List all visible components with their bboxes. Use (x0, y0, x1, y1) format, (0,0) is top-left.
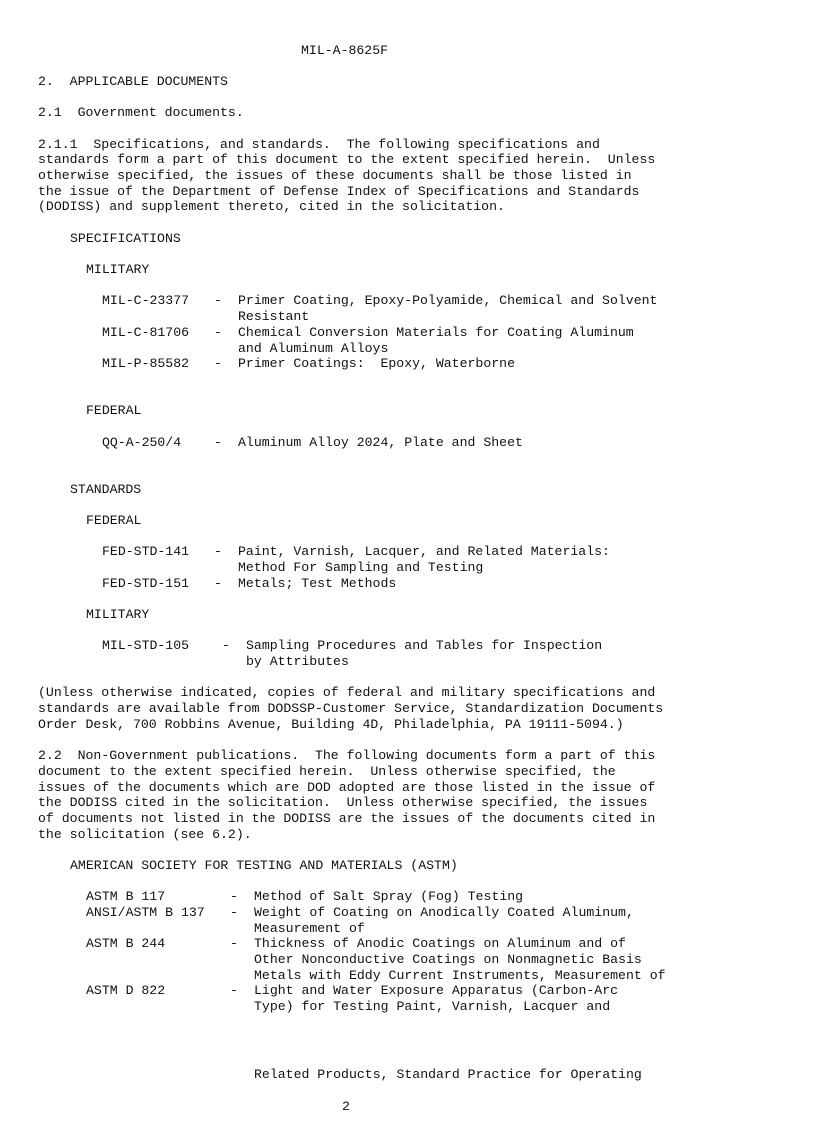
doc-number: FED-STD-151 (102, 576, 190, 591)
doc-title: Primer Coatings: Epoxy, Waterborne (238, 356, 515, 371)
astm-entry (0, 936, 816, 984)
separator-dash: - (214, 325, 222, 340)
specifications-heading: SPECIFICATIONS (70, 231, 181, 246)
paragraph-line: of documents not listed in the DODISS are the issues of the documents cited in (38, 811, 656, 826)
paragraph-line: standards form a part of this document to the extent specified herein. Unless (38, 152, 656, 167)
doc-title-cont: Resistant (238, 309, 310, 324)
separator-dash: - (230, 983, 238, 998)
paragraph-line: (DODISS) and supplement thereto, cited in the solicitation. (38, 199, 505, 214)
doc-title: Method of Salt Spray (Fog) Testing (254, 889, 524, 904)
note-line: (Unless otherwise indicated, copies of federal and military specifications and (38, 685, 656, 700)
doc-title-cont: Other Nonconductive Coatings on Nonmagnetic Basis (254, 952, 642, 967)
spec-entry (0, 356, 816, 372)
doc-title-cont: Metals with Eddy Current Instruments, Measurement of (254, 968, 666, 983)
separator-dash: - (214, 356, 222, 371)
spec-entry (0, 293, 816, 325)
doc-title-cont: Measurement of (254, 921, 365, 936)
paragraph-line: the solicitation (see 6.2). (38, 827, 252, 842)
doc-number: MIL-C-81706 (102, 325, 190, 340)
doc-title-cont: and Aluminum Alloys (238, 341, 389, 356)
doc-title: Sampling Procedures and Tables for Inspection (246, 638, 603, 653)
paragraph-line: the issue of the Department of Defense Index of Specifications and Standards (38, 184, 640, 199)
doc-number: MIL-C-23377 (102, 293, 190, 308)
doc-number: ASTM B 117 (86, 889, 166, 904)
doc-number: MIL-P-85582 (102, 356, 190, 371)
doc-title: Thickness of Anodic Coatings on Aluminum and of (254, 936, 626, 951)
paragraph-line: document to the extent specified herein. Unless otherwise specified, the (38, 764, 616, 779)
doc-number: QQ-A-250/4 (102, 435, 182, 450)
paragraph-line: 2.1.1 Specifications, and standards. The following specifications and (38, 137, 600, 152)
doc-title: Paint, Varnish, Lacquer, and Related Materials: (238, 544, 610, 559)
document-header: MIL-A-8625F (301, 43, 389, 58)
doc-title: Weight of Coating on Anodically Coated Aluminum, (254, 905, 634, 920)
spec-federal-heading: FEDERAL (86, 403, 142, 418)
paragraph-line: the DODISS cited in the solicitation. Unless otherwise specified, the issues (38, 795, 648, 810)
separator-dash: - (214, 435, 222, 450)
paragraph-line: otherwise specified, the issues of these documents shall be those listed in (38, 168, 632, 183)
doc-number: ASTM D 822 (86, 983, 166, 998)
std-entry (0, 544, 816, 576)
separator-dash: - (214, 293, 222, 308)
doc-title: Primer Coating, Epoxy-Polyamide, Chemical and Solvent (238, 293, 658, 308)
separator-dash: - (214, 576, 222, 591)
note-line: Order Desk, 700 Robbins Avenue, Building 4D, Philadelphia, PA 19111-5094.) (38, 717, 624, 732)
astm-entry (0, 983, 816, 1015)
standards-heading: STANDARDS (70, 482, 142, 497)
std-entry (0, 576, 816, 592)
astm-continuation: Related Products, Standard Practice for Operating (254, 1067, 642, 1082)
doc-number: ANSI/ASTM B 137 (86, 905, 205, 920)
doc-title: Light and Water Exposure Apparatus (Carbon-Arc (254, 983, 619, 998)
separator-dash: - (230, 889, 238, 904)
note-line: standards are available from DODSSP-Customer Service, Standardization Documents (38, 701, 664, 716)
separator-dash: - (222, 638, 230, 653)
section-heading: 2. APPLICABLE DOCUMENTS (38, 74, 228, 89)
doc-title: Chemical Conversion Materials for Coating Aluminum (238, 325, 634, 340)
separator-dash: - (214, 544, 222, 559)
std-military-heading: MILITARY (86, 607, 150, 622)
separator-dash: - (230, 936, 238, 951)
separator-dash: - (230, 905, 238, 920)
sub-heading: 2.1 Government documents. (38, 105, 244, 120)
doc-number: ASTM B 244 (86, 936, 166, 951)
spec-entry (0, 435, 816, 451)
doc-number: MIL-STD-105 (102, 638, 190, 653)
spec-entry (0, 325, 816, 357)
doc-number: FED-STD-141 (102, 544, 190, 559)
doc-title-cont: by Attributes (246, 654, 349, 669)
doc-title-cont: Type) for Testing Paint, Varnish, Lacquer and (254, 999, 611, 1014)
std-federal-heading: FEDERAL (86, 513, 142, 528)
paragraph-line: issues of the documents which are DOD adopted are those listed in the issue of (38, 780, 656, 795)
std-entry (0, 638, 816, 670)
spec-military-heading: MILITARY (86, 262, 150, 277)
doc-title: Metals; Test Methods (238, 576, 397, 591)
doc-title: Aluminum Alloy 2024, Plate and Sheet (238, 435, 523, 450)
astm-entry (0, 889, 816, 905)
astm-heading: AMERICAN SOCIETY FOR TESTING AND MATERIALS (ASTM) (70, 858, 458, 873)
page-number: 2 (342, 1099, 350, 1114)
paragraph-line: 2.2 Non-Government publications. The following documents form a part of this (38, 748, 656, 763)
astm-entry (0, 905, 816, 937)
doc-title-cont: Method For Sampling and Testing (238, 560, 484, 575)
